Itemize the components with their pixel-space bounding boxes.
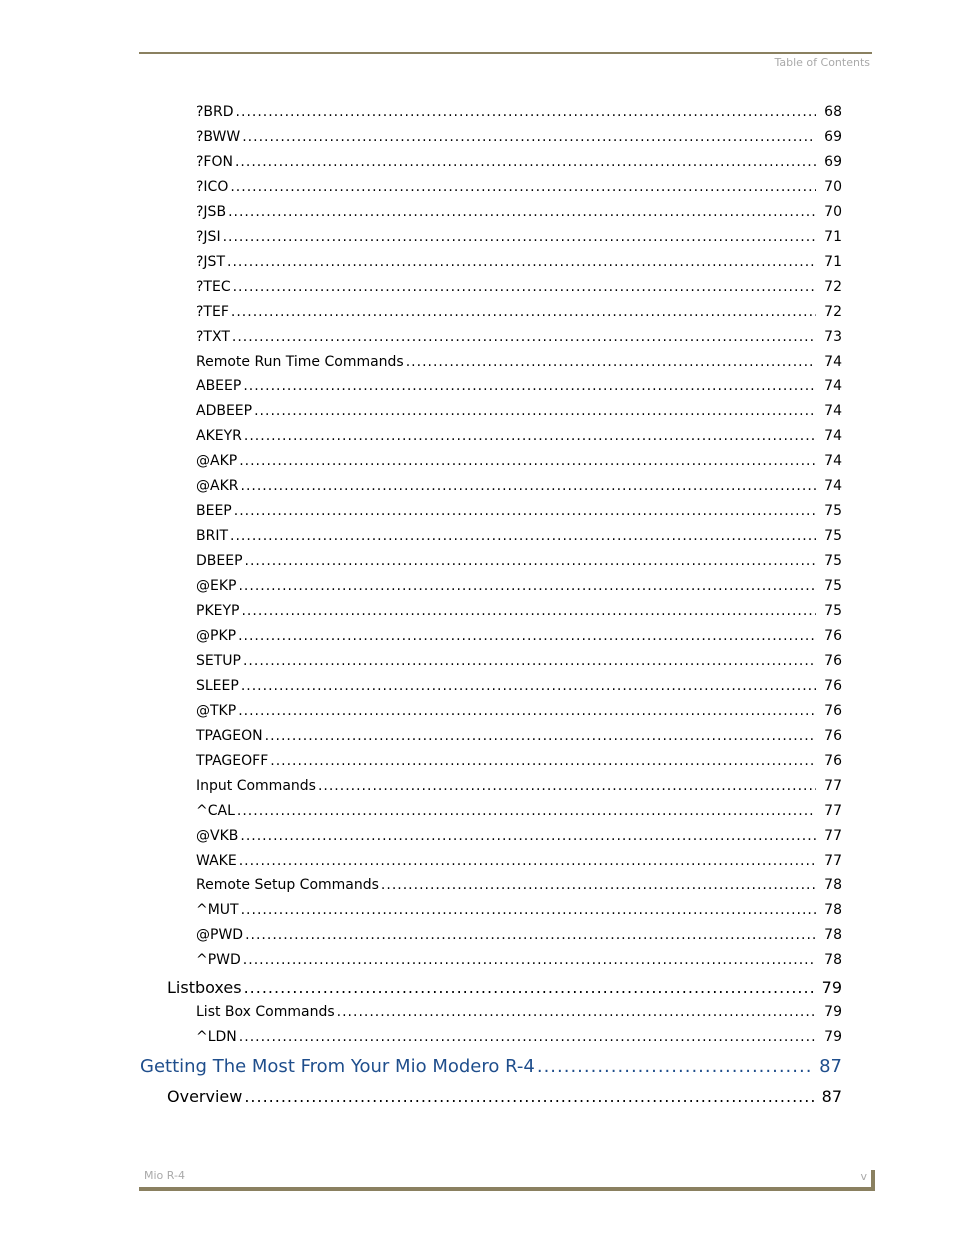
toc-entry[interactable] (196, 453, 842, 469)
toc-leader-dots (230, 528, 816, 544)
toc-entry[interactable] (196, 952, 842, 968)
toc-entry-page: 77 (824, 777, 842, 794)
toc-entry[interactable] (196, 877, 842, 893)
toc-leader-dots (243, 378, 816, 394)
toc-leader-dots (227, 254, 816, 270)
toc-entry-label: ?JST (196, 253, 225, 270)
toc-leader-dots (245, 553, 817, 569)
toc-entry[interactable] (140, 1056, 842, 1077)
toc-entry-label: ADBEEP (196, 403, 253, 420)
toc-entry[interactable] (196, 279, 842, 295)
toc-leader-dots (239, 453, 816, 469)
toc-leader-dots (239, 853, 816, 869)
toc-leader-dots (406, 354, 816, 370)
toc-entry-label: TPAGEOFF (196, 752, 269, 769)
toc-leader-dots (240, 828, 816, 844)
toc-entry-page: 78 (824, 927, 842, 944)
toc-entry-page: 78 (824, 902, 842, 919)
toc-leader-dots (239, 1029, 816, 1045)
toc-entry-page: 87 (821, 1087, 842, 1107)
toc-entry[interactable] (167, 1087, 842, 1106)
toc-entry[interactable] (196, 1004, 842, 1020)
toc-entry-page: 75 (824, 603, 842, 619)
toc-leader-dots (381, 877, 816, 893)
toc-entry[interactable] (196, 603, 842, 619)
toc-leader-dots (337, 1004, 817, 1020)
toc-entry-page: 75 (824, 503, 842, 520)
toc-entry-label: BRIT (196, 528, 229, 545)
toc-entry-label: ^PWD (196, 952, 241, 969)
toc-entry-label: Getting The Most From Your Mio Modero R-4 (140, 1056, 535, 1078)
toc-entry-label: ^LDN (196, 1029, 237, 1046)
toc-entry-label: AKEYR (196, 428, 242, 445)
toc-entry-page: 72 (824, 278, 842, 295)
toc-leader-dots (223, 229, 817, 245)
toc-leader-dots (234, 503, 816, 519)
toc-entry[interactable] (196, 803, 842, 819)
toc-entry[interactable] (196, 902, 842, 918)
toc-entry[interactable] (196, 104, 842, 120)
toc-entry-page: 74 (824, 478, 842, 495)
toc-entry-label: @VKB (196, 827, 239, 844)
toc-entry[interactable] (196, 329, 842, 345)
toc-entry-page: 73 (824, 328, 842, 345)
toc-leader-dots (241, 478, 817, 494)
toc-entry-page: 74 (824, 403, 842, 420)
toc-entry-label: SLEEP (196, 677, 239, 694)
toc-entry[interactable] (196, 204, 842, 220)
toc-entry-page: 72 (824, 303, 842, 320)
toc-entry-label: TPAGEON (196, 727, 263, 744)
toc-entry[interactable] (196, 553, 842, 569)
toc-entry-label: ?TEC (196, 278, 231, 295)
toc-leader-dots (228, 204, 816, 220)
toc-entry[interactable] (196, 503, 842, 519)
toc-entry-label: ^CAL (196, 802, 235, 819)
toc-entry[interactable] (196, 753, 842, 769)
toc-entry-page: 70 (824, 178, 842, 195)
toc-leader-dots (241, 902, 817, 918)
toc-entry-label: ?JSI (196, 228, 221, 245)
toc-entry-label: @AKP (196, 453, 238, 470)
toc-leader-dots (318, 778, 816, 794)
toc-entry-page: 76 (824, 727, 842, 744)
toc-leader-dots (236, 104, 817, 120)
toc-leader-dots (265, 728, 817, 744)
toc-entry[interactable] (196, 428, 842, 444)
toc-leader-dots (238, 628, 816, 644)
toc-leader-dots (254, 403, 816, 419)
toc-entry[interactable] (196, 578, 842, 594)
footer-product: Mio R-4 (144, 1169, 185, 1182)
toc-entry[interactable] (196, 403, 842, 419)
header-rule (139, 52, 872, 54)
toc-leader-dots (245, 927, 816, 943)
toc-entry-label: ?ICO (196, 178, 229, 195)
toc-entry-label: @EKP (196, 578, 237, 595)
toc-leader-dots (241, 678, 816, 694)
toc-entry-label: DBEEP (196, 553, 243, 570)
toc-leader-dots (243, 653, 816, 669)
toc-leader-dots (235, 154, 816, 170)
footer-page-number: v (860, 1170, 867, 1183)
toc-entry-label: @TKP (196, 702, 237, 719)
toc-entry-page: 76 (824, 627, 842, 644)
toc-leader-dots (237, 803, 816, 819)
toc-entry[interactable] (196, 927, 842, 943)
toc-leader-dots (238, 578, 816, 594)
toc-entry[interactable] (196, 1029, 842, 1045)
toc-entry-page: 71 (824, 253, 842, 270)
toc-entry-page: 76 (824, 652, 842, 669)
toc-entry-label: ?FON (196, 153, 233, 170)
toc-entry-label: Listboxes (167, 978, 242, 998)
toc-entry-label: ABEEP (196, 378, 242, 395)
toc-entry-page: 78 (824, 877, 842, 894)
toc-leader-dots (233, 279, 817, 295)
toc-leader-dots (232, 329, 816, 345)
toc-entry-page: 74 (824, 428, 842, 445)
toc-entry[interactable] (167, 978, 842, 997)
toc-entry-page: 69 (824, 153, 842, 170)
toc-entry[interactable] (196, 354, 842, 370)
toc-leader-dots (241, 603, 816, 619)
toc-entry[interactable] (196, 853, 842, 869)
toc-entry-label: Remote Run Time Commands (196, 353, 404, 370)
toc-entry-page: 76 (824, 702, 842, 719)
toc-leader-dots (244, 428, 816, 444)
toc-entry-label: BEEP (196, 503, 232, 520)
toc-entry-page: 87 (819, 1056, 842, 1078)
toc-entry-page: 74 (824, 453, 842, 470)
toc-entry-page: 77 (824, 852, 842, 869)
toc-entry-label: Overview (167, 1087, 243, 1107)
toc-leader-dots (270, 753, 816, 769)
toc-entry[interactable] (196, 478, 842, 494)
toc-entry-page: 69 (824, 128, 842, 145)
toc-entry[interactable] (196, 728, 842, 744)
toc-entry-page: 74 (824, 378, 842, 395)
toc-entry-page: 71 (824, 228, 842, 245)
toc-entry[interactable] (196, 703, 842, 719)
toc-entry-page: 75 (824, 578, 842, 595)
toc-leader-dots (244, 978, 814, 997)
toc-entry[interactable] (196, 678, 842, 694)
toc-entry[interactable] (196, 653, 842, 669)
toc-entry-page: 77 (824, 827, 842, 844)
toc-entry[interactable] (196, 378, 842, 394)
toc-entry[interactable] (196, 628, 842, 644)
toc-entry-page: 68 (824, 104, 842, 120)
toc-entry-page: 75 (824, 528, 842, 545)
toc-entry-page: 75 (824, 553, 842, 570)
toc-entry-label: WAKE (196, 852, 237, 869)
toc-leader-dots (244, 1087, 813, 1106)
toc-leader-dots (243, 952, 816, 968)
toc-entry-label: @PKP (196, 627, 237, 644)
toc-entry-label: ?JSB (196, 203, 227, 220)
toc-entry-page: 78 (824, 952, 842, 969)
toc-entry-label: List Box Commands (196, 1004, 335, 1021)
toc-entry-label: @AKR (196, 478, 239, 495)
toc-leader-dots (537, 1056, 811, 1077)
toc-entry-label: SETUP (196, 652, 241, 669)
toc-entry-label: ^MUT (196, 902, 239, 919)
toc-entry-label: ?TXT (196, 328, 230, 345)
toc-entry[interactable] (196, 154, 842, 170)
toc-entry-page: 70 (824, 203, 842, 220)
toc-entry[interactable] (196, 828, 842, 844)
toc-entry-label: Remote Setup Commands (196, 877, 379, 894)
toc-leader-dots (242, 129, 816, 145)
running-header: Table of Contents (774, 56, 870, 69)
toc-entry[interactable] (196, 229, 842, 245)
footer-rule (139, 1187, 875, 1191)
toc-entry-page: 79 (824, 1004, 842, 1021)
toc-entry-page: 76 (824, 752, 842, 769)
toc-entry[interactable] (196, 254, 842, 270)
toc-entry-label: Input Commands (196, 777, 316, 794)
toc-entry[interactable] (196, 129, 842, 145)
toc-entry-page: 79 (821, 978, 842, 998)
toc-entry[interactable] (196, 528, 842, 544)
toc-entry-page: 79 (824, 1029, 842, 1046)
toc-entry[interactable] (196, 304, 842, 320)
toc-entry-page: 74 (824, 353, 842, 370)
toc-leader-dots (238, 703, 816, 719)
toc-entry[interactable] (196, 179, 842, 195)
toc-entry-label: ?TEF (196, 303, 229, 320)
toc-entry-label: ?BRD (196, 104, 234, 120)
toc-entry-label: @PWD (196, 927, 244, 944)
toc-entry-page: 76 (824, 677, 842, 694)
toc-leader-dots (230, 179, 816, 195)
toc-entry-label: ?BWW (196, 128, 241, 145)
toc-entry-page: 77 (824, 802, 842, 819)
toc-leader-dots (231, 304, 816, 320)
toc-entry-label: PKEYP (196, 603, 240, 619)
toc-entry[interactable] (196, 778, 842, 794)
